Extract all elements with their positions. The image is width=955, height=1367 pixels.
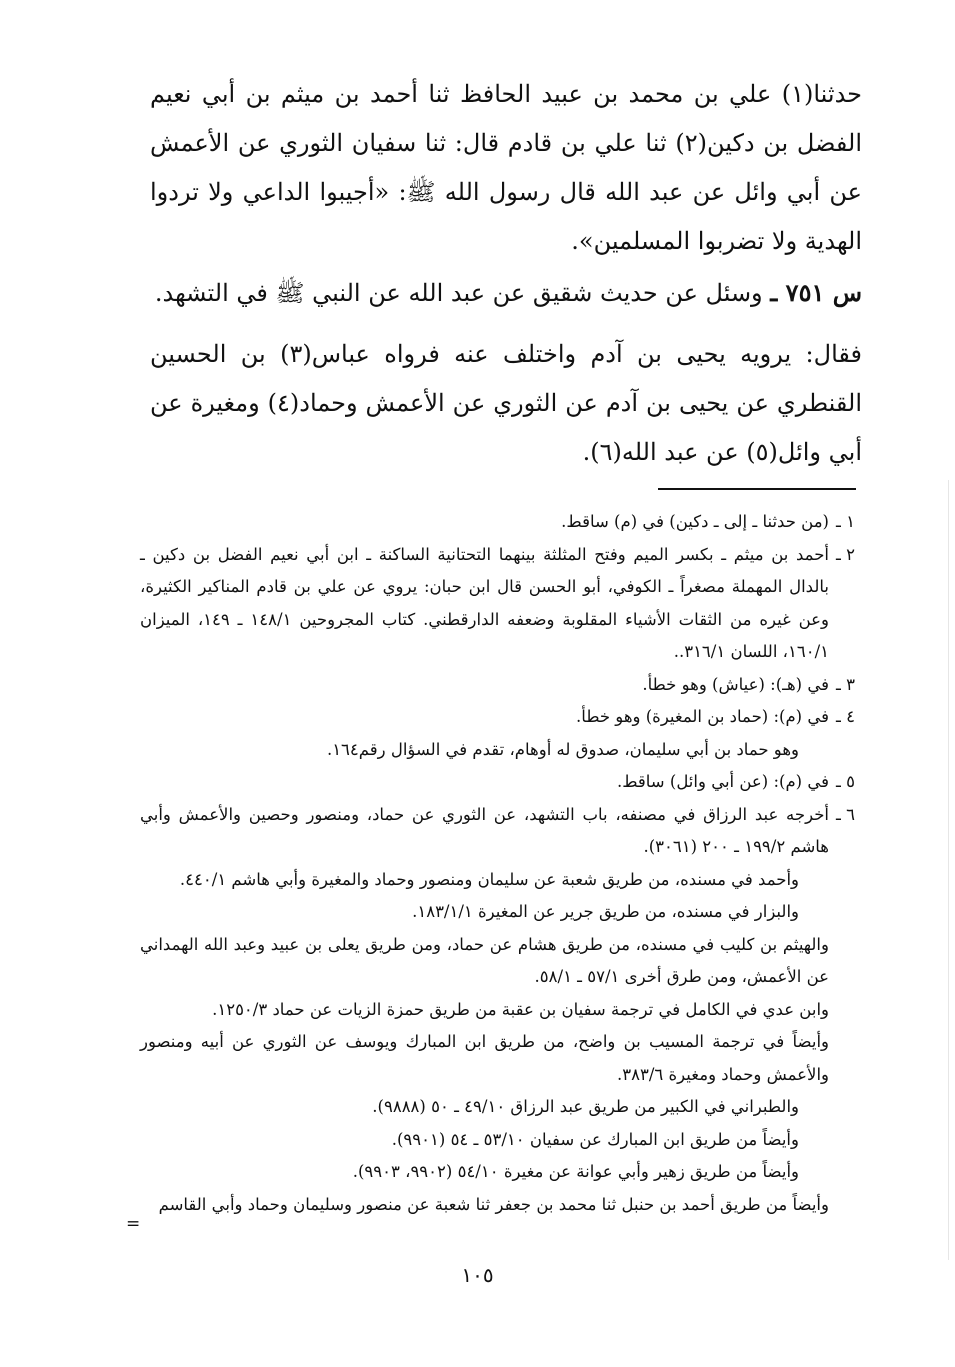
footnote-6 <box>140 799 855 864</box>
answer-paragraph: فقال: يرويه يحيى بن آدم واختلف عنه فرواه عباس(٣) بن الحسين القنطري عن يحيى بن آدم عن الثوري عن الأعمش وحماد(٤) ومغيرة عن أبي وائل(٥) عن عبد الله(٦). <box>150 340 863 466</box>
footnote-number: ٥ ـ <box>836 772 855 791</box>
footnote-2 <box>140 539 855 669</box>
footnote-text: في (هـ): (عياش) وهو خطأ. <box>642 674 829 694</box>
question-text: وسئل عن حديث شقيق عن عبد الله عن النبي ﷺ في التشهد. <box>154 279 771 307</box>
footnote-text: (من حدثنا ـ إلى ـ دكين) في (م) ساقط. <box>561 512 829 531</box>
footnote-6-source: وأيضاً من طريق أحمد بن حنبل ثنا محمد بن جعفر ثنا شعبة عن منصور وسليمان وحماد وأبي القاسم <box>158 1194 829 1214</box>
footnote-6-source: وابن عدي في الكامل في ترجمة سفيان بن عقبة من طريق حمزة الزيات عن حماد ١٢٥٠/٣. <box>212 999 829 1019</box>
footnote-6-source: والبزار في مسنده، من طريق جرير عن المغيرة ١٨٣/١/١. <box>412 902 799 921</box>
footnote-4-note: وهو حماد بن أبي سليمان، صدوق له أوهام، تقدم في السؤال رقم١٦٤. <box>326 739 799 759</box>
footnote-number: ١ ـ <box>836 512 855 531</box>
footnote-6-source: وأحمد في مسنده، من طريق شعبة عن سليمان ومنصور وحماد والمغيرة وأبي هاشم ٤٤٠/١. <box>179 869 799 889</box>
footnote-text: في (م): (عن أبي وائل) ساقط. <box>616 772 829 791</box>
footnotes <box>140 506 855 1221</box>
footnote-number: ٤ ـ <box>836 707 855 726</box>
footnote-6-source: والطبراني في الكبير من طريق عبد الرزاق ٤٩/١٠ ـ ٥٠ (٩٨٨٨). <box>372 1097 799 1116</box>
footnote-6-source: وأيضاً في ترجمة المسيب بن واضح، من طريق ابن المبارك ويوسف عن الثوري عن أبيه ومنصور والأعمش وحماد ومغيرة ٣٨٣/٦. <box>140 1032 829 1084</box>
footnote-1 <box>140 506 855 539</box>
page-number: ١٠٥ <box>461 1263 494 1287</box>
footnote-text: أحمد بن ميثم ـ بكسر الميم وفتح المثلثة بينهما التحتانية الساكنة ـ ابن أبي نعيم الفضل بن دكين ـ بالدال المهملة مصغراً ـ الكوفي، أبو الحسن قال ابن حبان: يروي عن علي بن قادم المناكير الكثيرة، وعن غيره من الثقات الأشياء المقلوبة وضعفه الدارقطني. كتاب المجروحين ١٤٨/١ ـ ١٤٩، الميزان ١٦٠/١، اللسان ٣١٦/١.. <box>140 544 829 661</box>
footnote-number: ٣ ـ <box>836 674 855 694</box>
question-heading <box>150 273 862 313</box>
continuation-mark: = <box>126 1214 141 1234</box>
footnote-3 <box>140 669 855 702</box>
footnote-4 <box>140 701 855 734</box>
footnote-text: في (م): (حماد بن المغيرة) وهو خطأ. <box>576 707 829 726</box>
page-edge-line <box>948 480 949 1260</box>
hadith-paragraph: حدثنا(١) علي بن محمد بن عبيد الحافظ ثنا أحمد بن ميثم بن أبي نعيم الفضل بن دكين(٢) ثنا علي بن قادم قال: ثنا سفيان الثوري عن الأعمش عن أبي وائل عن عبد الله قال رسول الله ﷺ: «أجيبوا الداعي ولا تردوا الهدية ولا تضربوا المسلمين». <box>150 80 862 255</box>
footnote-6-source: وأيضاً من طريق زهير وأبي عوانة عن مغيرة ٥٤/١٠ (٩٩٠٢، ٩٩٠٣). <box>352 1162 799 1181</box>
footnote-number: ٢ ـ <box>836 544 855 564</box>
footnote-text: أخرجه عبد الرزاق في مصنفه، باب التشهد، عن الثوري عن حماد، ومنصور وحصين والأعمش وأبي هاشم ١٩٩/٢ ـ ٢٠٠ (٣٠٦١). <box>140 804 829 856</box>
footnote-separator <box>658 488 856 490</box>
footnote-6-source: والهيثم بن كليب في مسنده، من طريق هشام عن حماد، ومن طريق يعلى بن عبيد وعبد الله الهمداني عن الأعمش، ومن طرق أخرى ٥٧/١ ـ ٥٨/١. <box>140 934 829 986</box>
footnote-5 <box>140 766 855 799</box>
footnote-number: ٦ ـ <box>836 804 855 824</box>
footnote-6-source: وأيضاً من طريق ابن المبارك عن سفيان ٥٣/١٠ ـ ٥٤ (٩٩٠١). <box>391 1129 799 1149</box>
question-number: س ٧٥١ ـ <box>770 278 862 307</box>
